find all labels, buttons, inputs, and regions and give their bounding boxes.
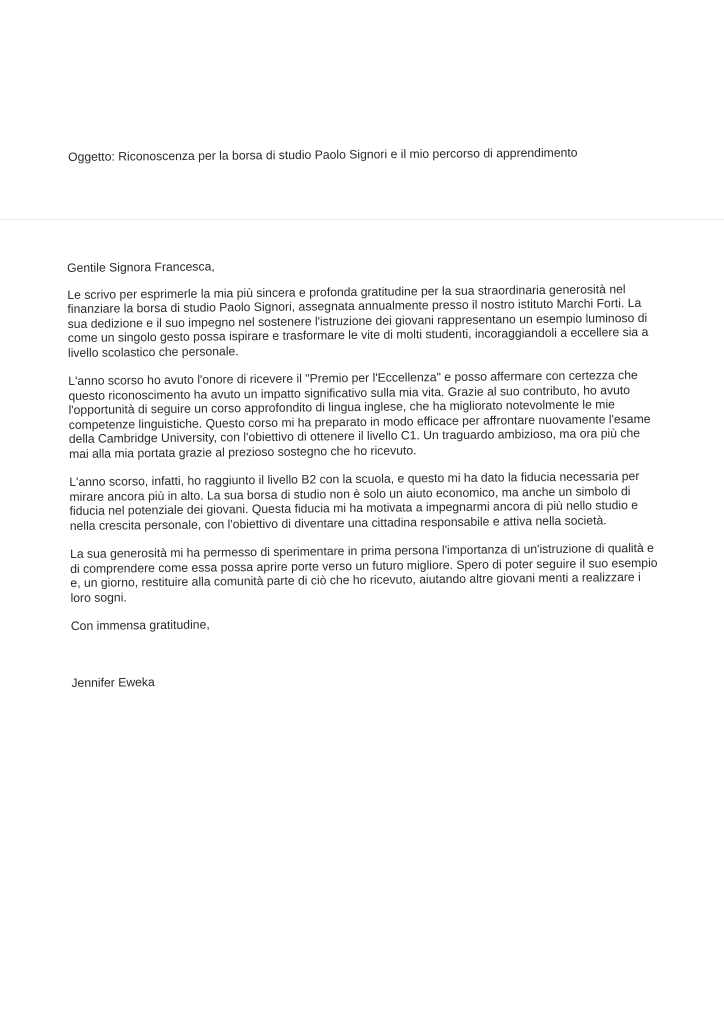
letter-closing: Con immensa gratitudine, [70,617,210,633]
letter-salutation: Gentile Signora Francesca, [67,259,215,275]
letter-paragraph: L'anno scorso, infatti, ho raggiunto il livello B2 con la scuola, e questo mi ha dato la fiducia necessaria per mirare ancora più in alto. La sua borsa di studio non è solo un aiuto economico, ma anche un simbolo di fiducia nel potenziale dei giovani. Questa fiducia mi ha motivata a impegnarmi ancora di più nello studio e nella crescita personale, con l'obiettivo di diventare una cittadina responsabile e attiva nella società. [69,469,640,533]
letter-body [67,255,665,690]
page-fold-divider [0,219,724,220]
letter-subject: Oggetto: Riconoscenza per la borsa di studio Paolo Signori e il mio percorso di apprendimento [68,145,578,164]
letter-signature: Jennifer Eweka [71,674,155,690]
letter-paragraph: Le scrivo per esprimerle la mia più sincera e profonda gratitudine per la sua straordinaria generosità nel finanziare la borsa di studio Paolo Signori, assegnata annualmente presso il nostro istituto Marchi Forti. La sua dedizione e il suo impegno nel sostenere l'istruzione dei giovani rappresentano un esempio luminoso di come un singolo gesto possa ispirare e trasformare le vite di molti studenti, incoraggiandoli a eccellere sia a livello scolastico che personale. [67,281,649,360]
letter-paragraph: La sua generosità mi ha permesso di sperimentare in prima persona l'importanza di un'istruzione di qualità e di comprendere come essa possa aprire porte verso un futuro migliore. Spero di poter seguire il suo esempio e, un giorno, restituire alla comunità parte di ciò che ho ricevuto, aiutando altre giovani menti a realizzare i loro sogni. [69,540,658,605]
letter-paragraph: L'anno scorso ho avuto l'onore di ricevere il "Premio per l'Eccellenza" e posso affermare con certezza che questo riconoscimento ha avuto un impatto significativo sulla mia vita. Grazie al suo contributo, ho avuto l'opportunità di seguire un corso approfondito di lingua inglese, che ha migliorato notevolmente le mie competenze linguistiche. Questo corso mi ha preparato in modo efficace per affrontare nuovamente l'esame della Cambridge University, con l'obiettivo di ottenere il livello C1. Un traguardo ambizioso, ma ora più che mai alla mia portata grazie al prezioso sostegno che ho ricevuto. [68,368,651,461]
